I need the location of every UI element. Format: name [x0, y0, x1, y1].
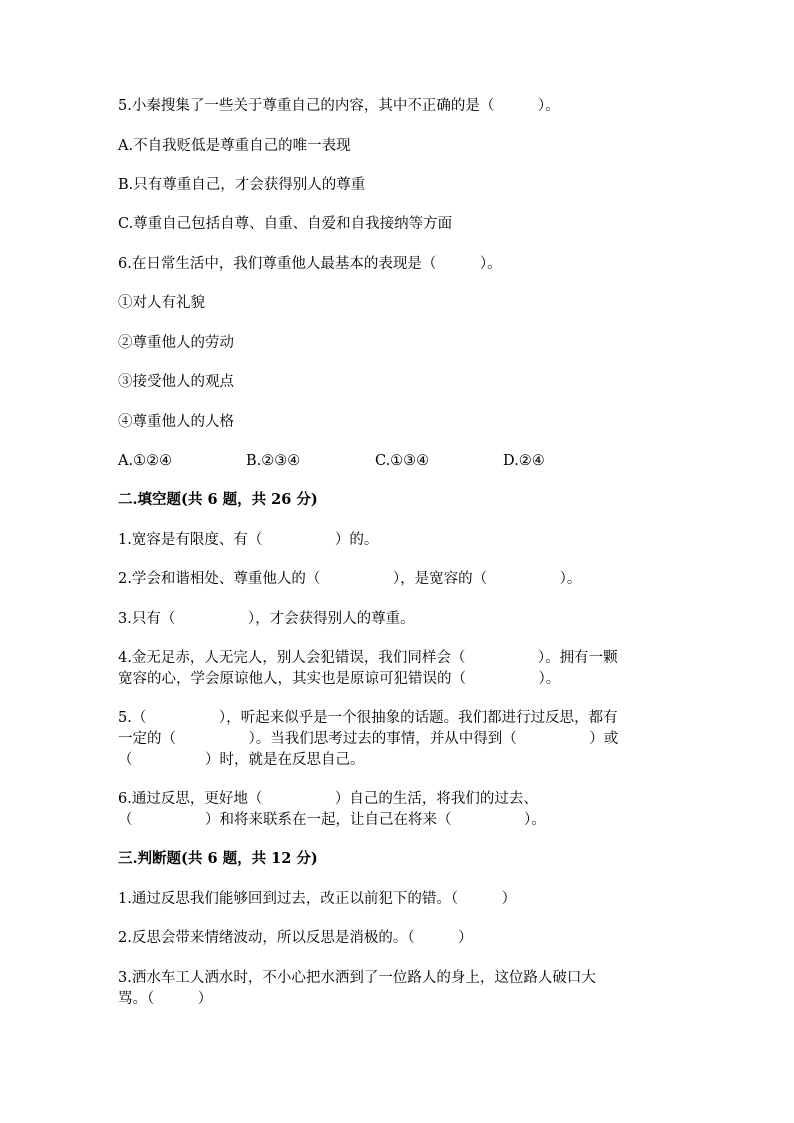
fill-question-6-line-1: 6.通过反思，更好地（ ）自己的生活，将我们的过去、 [118, 791, 538, 807]
question-6-stem: 6.在日常生活中，我们尊重他人最基本的表现是（ ）。 [118, 256, 502, 272]
fill-question-2: 2.学会和谐相处、尊重他人的（ ），是宽容的（ ）。 [118, 571, 582, 587]
section-3-title: 三.判断题(共 6 题，共 12 分) [118, 850, 318, 867]
question-6-option-c: C.①③④ [375, 453, 430, 469]
question-6-option-b: B.②③④ [246, 453, 301, 469]
fill-question-5-line-2: 一定的（ ）。当我们思考过去的事情，并从中得到（ ）或 [118, 731, 619, 747]
fill-question-3: 3.只有（ ），才会获得别人的尊重。 [118, 611, 415, 627]
question-6-option-a: A.①②④ [118, 453, 173, 469]
judge-question-3-line-1: 3.洒水车工人洒水时，不小心把水洒到了一位路人的身上，这位路人破口大 [118, 970, 596, 986]
question-5-stem: 5.小秦搜集了一些关于尊重自己的内容，其中不正确的是（ ）。 [118, 98, 560, 114]
question-6-item-1: ①对人有礼貌 [118, 295, 205, 311]
section-2-title: 二.填空题(共 6 题，共 26 分) [118, 491, 318, 508]
question-6-item-4: ④尊重他人的人格 [118, 414, 234, 430]
question-6-option-d: D.②④ [503, 453, 545, 469]
question-6-item-2: ②尊重他人的劳动 [118, 335, 234, 351]
fill-question-5-line-3: （ ）时，就是在反思自己。 [118, 752, 365, 768]
fill-question-5-line-1: 5.（ ），听起来似乎是一个很抽象的话题。我们都进行过反思，都有 [118, 710, 618, 726]
judge-question-1: 1.通过反思我们能够回到过去，改正以前犯下的错。（ ） [118, 891, 517, 907]
fill-question-1: 1.宽容是有限度、有（ ）的。 [118, 532, 379, 548]
fill-question-4-line-1: 4.金无足赤，人无完人，别人会犯错误，我们同样会（ ）。拥有一颗 [118, 650, 618, 666]
question-5-option-c: C.尊重自己包括自尊、自重、自爱和自我接纳等方面 [118, 216, 453, 232]
judge-question-3-line-2: 骂。（ ） [118, 991, 213, 1007]
fill-question-4-line-2: 宽容的心，学会原谅他人，其实也是原谅可犯错误的（ ）。 [118, 671, 561, 687]
fill-question-6-line-2: （ ）和将来联系在一起，让自己在将来（ ）。 [118, 812, 546, 828]
judge-question-2: 2.反思会带来情绪波动，所以反思是消极的。（ ） [118, 930, 473, 946]
question-6-item-3: ③接受他人的观点 [118, 374, 234, 390]
question-5-option-b: B.只有尊重自己，才会获得别人的尊重 [118, 177, 366, 193]
question-5-option-a: A.不自我贬低是尊重自己的唯一表现 [118, 138, 351, 154]
